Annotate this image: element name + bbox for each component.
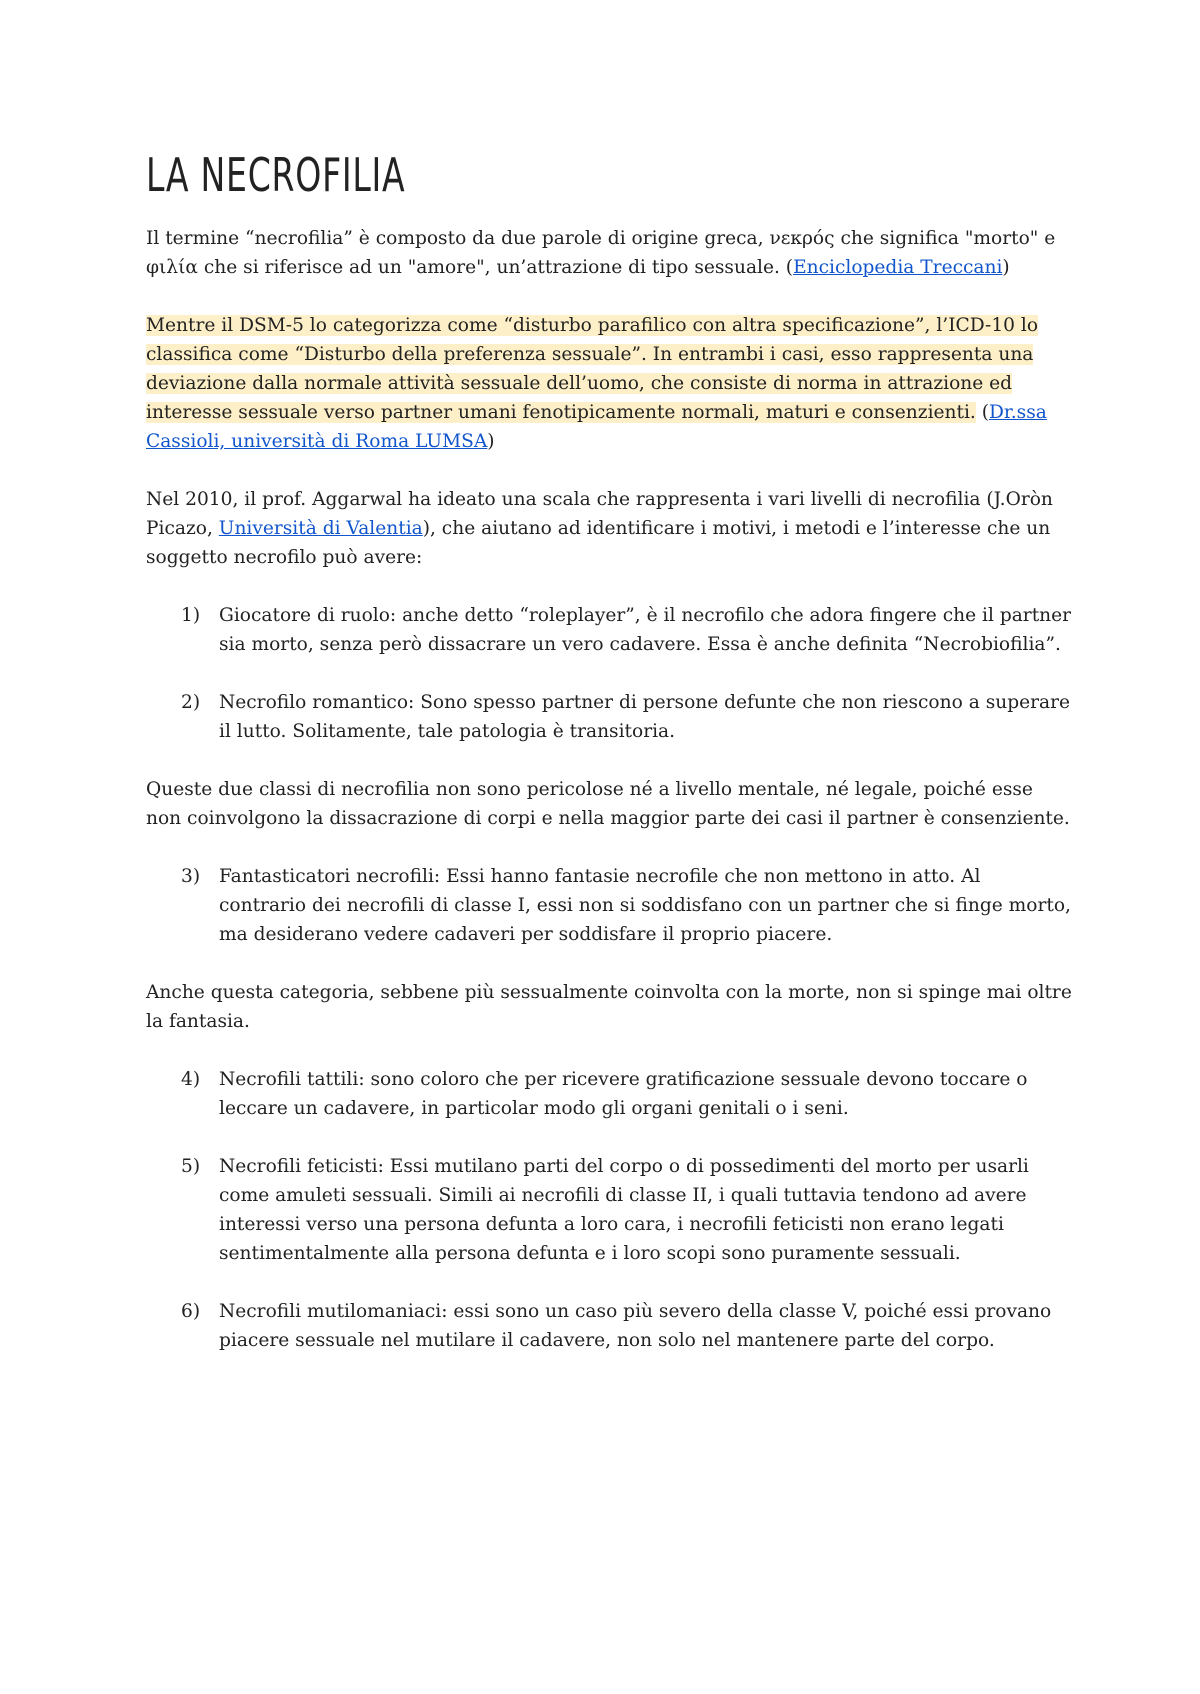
list-number: 1) — [181, 605, 201, 626]
highlighted-text: Mentre il DSM-5 lo categorizza come “disturbo parafilico con altra specificazione”, l’ICD-10 lo classifica come “Disturbo della preferenza sessuale”. In entrambi i casi, esso rappresenta una deviazione dalla normale attività sessuale dell’uomo, che consiste di norma in attrazione ed interesse sessuale verso partner umani fenotipicamente normali, maturi e consenzienti. — [146, 315, 1039, 423]
list-text: Necrofili mutilomaniaci: essi sono un caso più severo della classe V, poiché essi provano piacere sessuale nel mutilare il cadavere, non solo nel mantenere parte del corpo. — [219, 1301, 1052, 1351]
classification-end: ) — [487, 431, 495, 452]
list-number: 4) — [181, 1069, 201, 1090]
list-text: Fantasticatori necrofili: Essi hanno fantasie necrofile che non mettono in atto. Al contrario dei necrofili di classe I, essi non si soddisfano con un partner che si finge morto, ma desiderano vedere cadaveri per soddisfare il proprio piacere. — [219, 866, 1071, 945]
list-text: Necrofilo romantico: Sono spesso partner di persone defunte che non riescono a superare il lutto. Solitamente, tale patologia è transitoria. — [219, 692, 1070, 742]
list-text: Necrofili feticisti: Essi mutilano parti del corpo o di possedimenti del morto per usarli come amuleti sessuali. Simili ai necrofili di classe II, i quali tuttavia tendono ad avere interessi verso una persona defunta a loro cara, i necrofili feticisti non erano legati sentimentalmente alla persona defunta e i loro scopi sono puramente sessuali. — [219, 1156, 1029, 1264]
list-number: 6) — [181, 1301, 201, 1322]
intro-paragraph — [146, 224, 1072, 282]
list-text: Giocatore di ruolo: anche detto “roleplayer”, è il necrofilo che adora fingere che il partner sia morto, senza però dissacrare un vero cadavere. Essa è anche definita “Necrobiofilia”. — [219, 605, 1072, 655]
scale-end: ), che aiutano ad identificare i motivi, i metodi e l’interesse che un soggetto necrofilo può avere: — [146, 518, 1051, 568]
intro-text: Il termine “necrofilia” è composto da due parole di origine greca, νεκρός che significa "morto" e φιλία che si riferisce ad un "amore", un’attrazione di tipo sessuale. ( — [146, 228, 1056, 278]
class-list-3 — [146, 1065, 1072, 1355]
list-text: Necrofili tattili: sono coloro che per ricevere gratificazione sessuale devono toccare o leccare un cadavere, in particolar modo gli organi genitali o i seni. — [219, 1069, 1028, 1119]
list-item — [181, 1297, 1072, 1355]
classification-paragraph — [146, 311, 1072, 456]
list-item — [181, 862, 1072, 949]
scale-start: Nel 2010, il prof. Aggarwal ha ideato una scala che rappresenta i vari livelli di necrofilia (J.Oròn Picazo, — [146, 489, 1053, 539]
document-title: LA NECROFILIA — [146, 148, 406, 202]
class-list-2 — [146, 862, 1072, 949]
list-item — [181, 1065, 1072, 1123]
class-list-1 — [146, 601, 1072, 746]
harmless-paragraph: Queste due classi di necrofilia non sono pericolose né a livello mentale, né legale, poiché esse non coinvolgono la dissacrazione di corpi e nella maggior parte dei casi il partner è consenziente. — [146, 779, 1070, 829]
intro-end: ) — [1002, 257, 1010, 278]
list-number: 5) — [181, 1156, 201, 1177]
classification-open: ( — [975, 402, 989, 423]
list-item — [181, 688, 1072, 746]
list-number: 3) — [181, 866, 201, 887]
scale-paragraph — [146, 485, 1072, 572]
link-enciclopedia-treccani[interactable]: Enciclopedia Treccani — [793, 257, 1003, 278]
list-item — [181, 601, 1072, 659]
list-number: 2) — [181, 692, 201, 713]
link-cassioli-lumsa[interactable]: Dr.ssa Cassioli, università di Roma LUMSA — [146, 402, 1047, 452]
fantasy-paragraph: Anche questa categoria, sebbene più sessualmente coinvolta con la morte, non si spinge mai oltre la fantasia. — [146, 982, 1072, 1032]
list-item — [181, 1152, 1072, 1268]
link-universita-valentia[interactable]: Università di Valentia — [218, 518, 423, 539]
